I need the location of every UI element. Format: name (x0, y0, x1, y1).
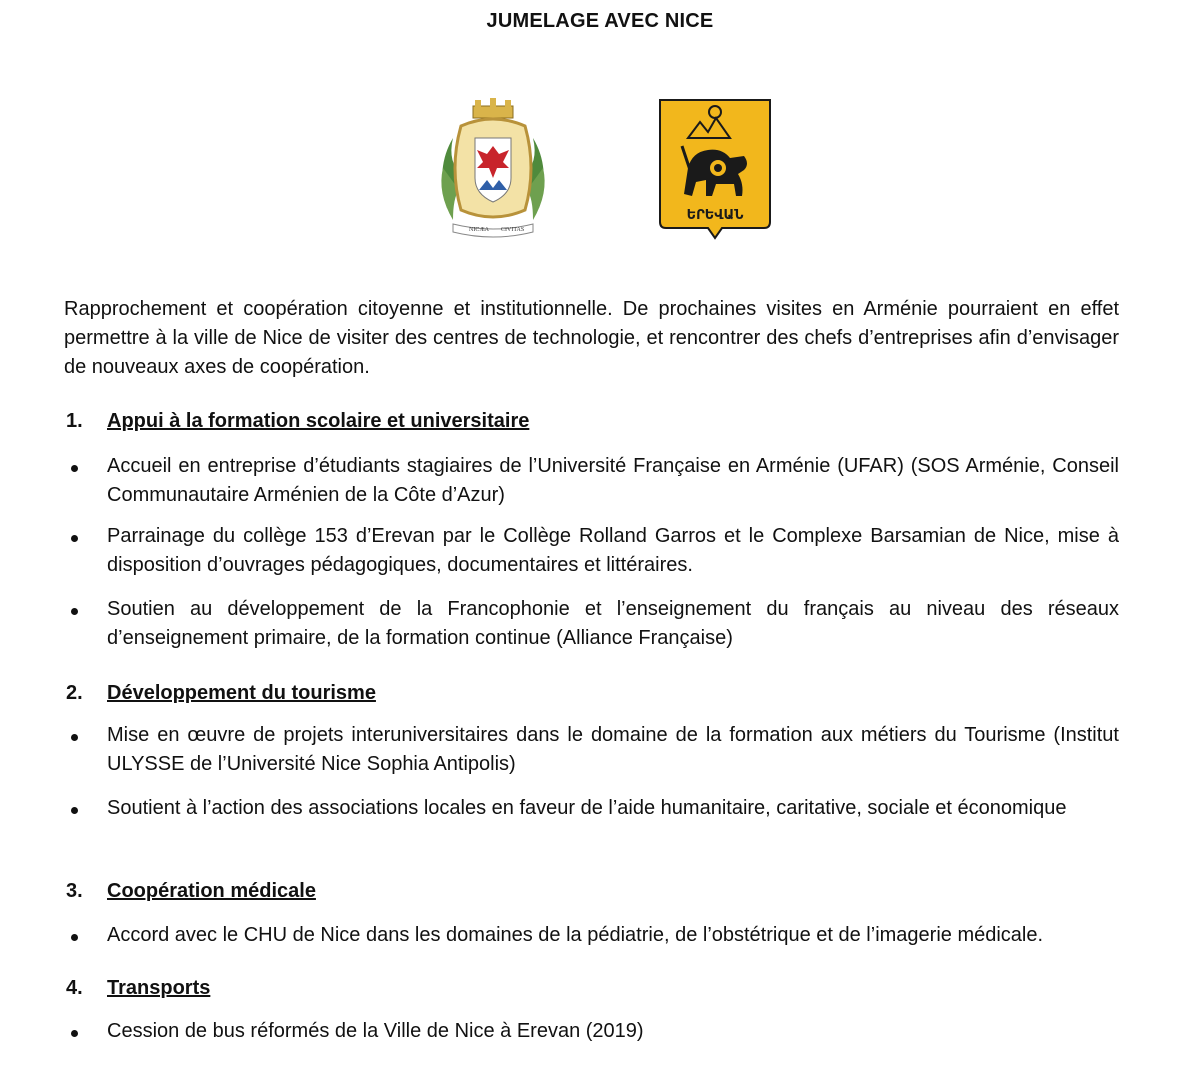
nice-motto-left: NICÆA (469, 227, 490, 233)
nice-motto-right: CIVITAS (501, 227, 525, 233)
yerevan-logo-text: ԵՐԵՎԱՆ (686, 208, 744, 223)
list-item-text: Parrainage du collège 153 d’Erevan par le Collège Rolland Garros et le Complexe Barsamian de Nice, mise à disposition d’ouvrages pédagogiques, documentaires et littéraires. (107, 525, 1119, 576)
list-item (66, 595, 1119, 653)
section-heading-1 (66, 408, 1116, 434)
section-number: 2. (66, 682, 83, 704)
list-item-text: Accueil en entreprise d’étudiants stagiaires de l’Université Française en Arménie (UFAR) (SOS Arménie, Conseil Communautaire Arménien de la Côte d’Azur) (107, 455, 1119, 506)
section-number: 4. (66, 977, 83, 999)
section-number: 3. (66, 880, 83, 902)
section-heading-3 (66, 878, 1116, 904)
bullet-icon (71, 465, 78, 472)
section-heading-2 (66, 680, 1116, 706)
list-item-text: Mise en œuvre de projets interuniversitaires dans le domaine de la formation aux métiers du Tourisme (Institut ULYSSE de l’Université Nice Sophia Antipolis) (107, 724, 1119, 775)
bullet-icon (71, 807, 78, 814)
section-title: Coopération médicale (107, 880, 316, 902)
bullet-icon (71, 535, 78, 542)
list-item (66, 1017, 1119, 1046)
section-title: Développement du tourisme (107, 682, 376, 704)
intro-paragraph: Rapprochement et coopération citoyenne et institutionnelle. De prochaines visites en Arménie pourraient en effet permettre à la ville de Nice de visiter des centres de technologie, et rencontrer des chefs d’entreprises afin d’envisager de nouveaux axes de coopération. (64, 298, 1119, 378)
bullet-icon (71, 1030, 78, 1037)
bullet-icon (71, 608, 78, 615)
nice-coat-of-arms-logo (433, 98, 553, 243)
list-item-text: Soutien au développement de la Francophonie et l’enseignement du français au niveau des réseaux d’enseignement primaire, de la formation continue (Alliance Française) (107, 598, 1119, 649)
list-item (66, 452, 1119, 510)
section-title: Appui à la formation scolaire et universitaire (107, 410, 530, 432)
list-item (66, 721, 1119, 779)
list-item-text: Soutient à l’action des associations locales en faveur de l’aide humanitaire, caritative, sociale et économique (107, 797, 1067, 819)
list-item (66, 522, 1119, 580)
logos-row (0, 98, 1200, 243)
bullet-icon (71, 734, 78, 741)
bullet-icon (71, 934, 78, 941)
section-title: Transports (107, 977, 211, 999)
yerevan-coat-of-arms-logo (658, 98, 772, 240)
section-heading-4 (66, 975, 1116, 1001)
list-item-text: Cession de bus réformés de la Ville de Nice à Erevan (2019) (107, 1020, 644, 1042)
page-title: JUMELAGE AVEC NICE (486, 10, 714, 32)
section-number: 1. (66, 410, 83, 432)
list-item-text: Accord avec le CHU de Nice dans les domaines de la pédiatrie, de l’obstétrique et de l’imagerie médicale. (107, 924, 1044, 946)
list-item (66, 921, 1119, 950)
list-item (66, 794, 1119, 823)
